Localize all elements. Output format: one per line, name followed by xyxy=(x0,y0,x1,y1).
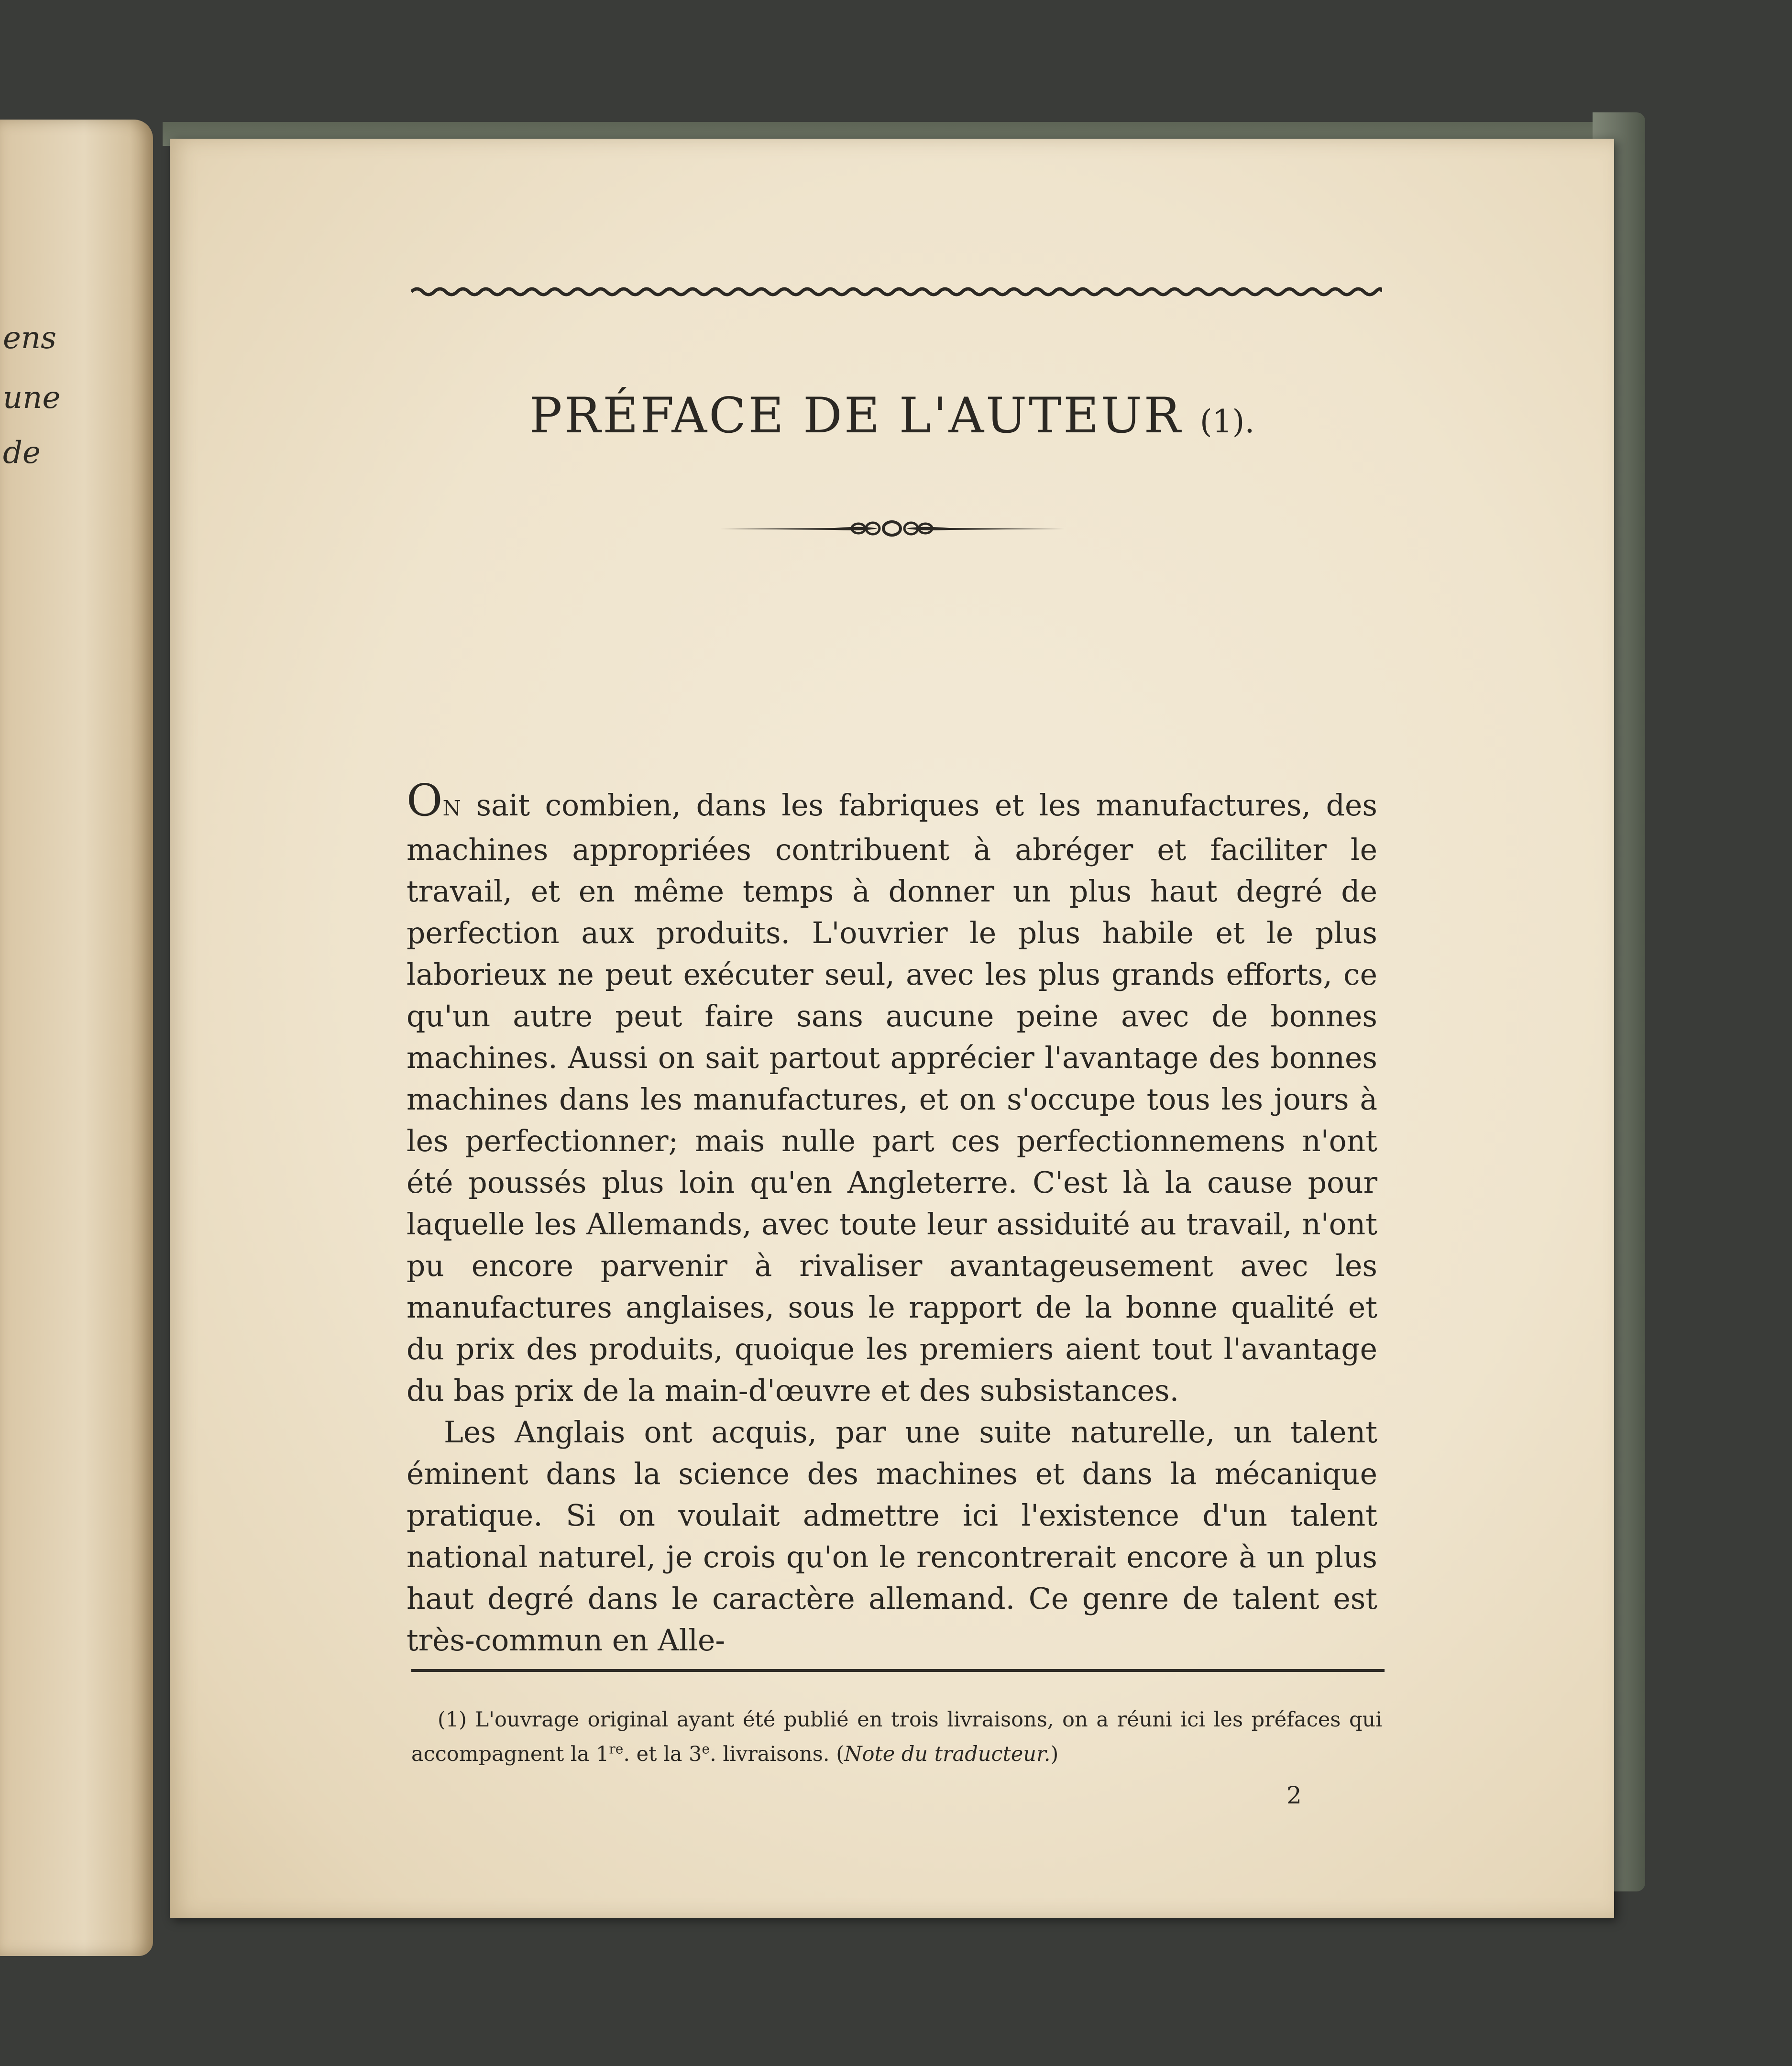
footnote-text: . livraisons. ( xyxy=(710,1742,844,1766)
left-page-fragment: une xyxy=(3,380,61,416)
signature-mark: 2 xyxy=(1286,1781,1302,1809)
title-text: PRÉFACE DE L'AUTEUR xyxy=(529,387,1200,444)
title-ornament xyxy=(720,519,1064,538)
paragraph: Les Anglais ont acquis, par une suite naturelle, un talent éminent dans la science des machines et dans la mécanique pratique. Si on voulait admettre ici l'existence d'un talent national naturel, je crois qu'on le rencontrerait encore à un plus haut degré dans le caractère allemand. Ce genre de talent est très-commun en Alle- xyxy=(407,1415,1377,1658)
drop-cap: O xyxy=(407,775,443,826)
footnote-text: ) xyxy=(1050,1742,1059,1766)
wavy-rule-ornament xyxy=(411,282,1382,301)
footnote-italic: Note du traducteur. xyxy=(844,1742,1051,1766)
footnote xyxy=(411,1703,1382,1771)
footnote-text: . et la 3 xyxy=(623,1742,702,1766)
footnote-superscript: re xyxy=(609,1741,624,1757)
body-text xyxy=(407,775,1377,1661)
page-title xyxy=(170,387,1614,444)
footnote-superscript: e xyxy=(702,1741,710,1757)
left-page-fragment: ens xyxy=(3,320,56,356)
footnote-text: (1) L'ouvrage original ayant été publié en trois livraisons, on a réuni ici les préfaces qui accompagnent la 1 xyxy=(411,1708,1382,1766)
small-cap: N xyxy=(442,796,461,821)
left-page xyxy=(0,120,153,1956)
title-footnote-ref: (1). xyxy=(1199,403,1255,440)
paragraph xyxy=(407,775,1377,1412)
right-page xyxy=(170,139,1614,1918)
left-page-fragment: de xyxy=(3,435,41,471)
paragraph-text: sait combien, dans les fabriques et les manufactures, des machines appropriées contribuent à abréger et faciliter le travail, et en même temps à donner un plus haut degré de perfection aux produits. L'ouvrier le plus habile et le plus laborieux ne peut exécuter seul, avec les plus grands efforts, ce qu'un autre peut faire sans aucune peine avec de bonnes machines. Aussi on sait partout apprécier l'avantage des bonnes machines dans les manufactures, et on s'occupe tous les jours à les perfectionner; mais nulle part ces perfectionnemens n'ont été poussés plus loin qu'en Angleterre. C'est là la cause pour laquelle les Allemands, avec toute leur assiduité au travail, n'ont pu encore parvenir à rivaliser avantageusement avec les manufactures anglaises, sous le rapport de la bonne qualité et du prix des produits, quoique les premiers aient tout l'avantage du bas prix de la main-d'œuvre et des subsistances. xyxy=(407,788,1377,1408)
footnote-divider xyxy=(411,1669,1385,1672)
